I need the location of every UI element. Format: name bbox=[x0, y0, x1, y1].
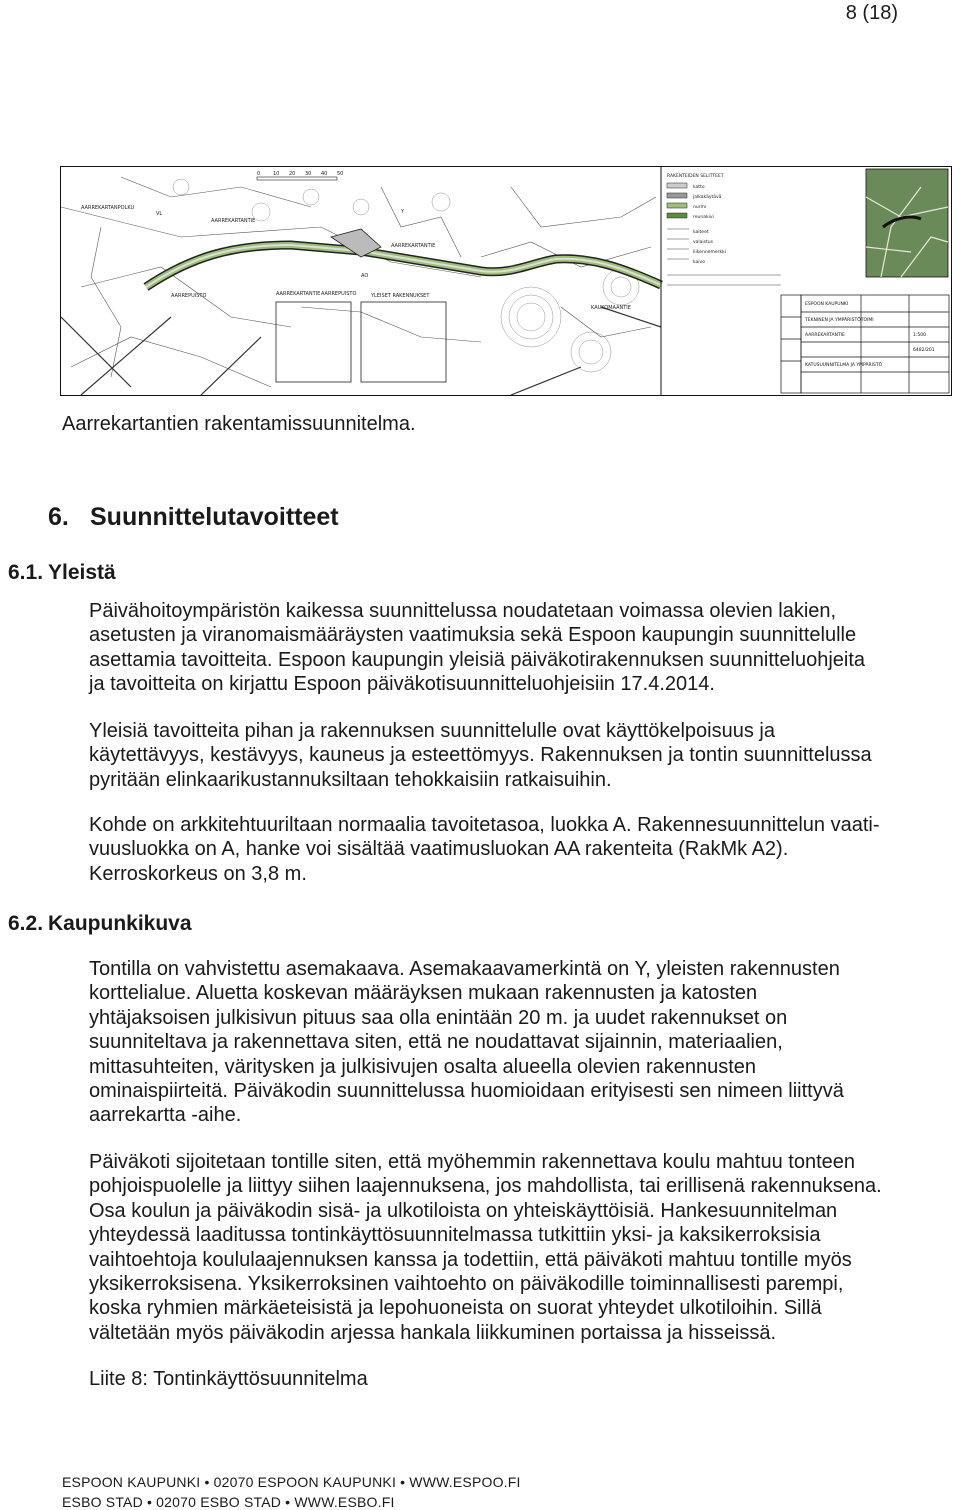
map-label: AO bbox=[361, 273, 369, 279]
text-line: Osa koulun ja päiväkodin sisä- ja ulkotiloista on yhteiskäyttöisiä. Hankesuunnitelman bbox=[89, 1199, 838, 1222]
text-line: ominaispiirteitä. Päiväkodin suunnittelussa huomioidaan erityisesti sen nimeen liittyvä bbox=[89, 1080, 844, 1103]
site-plan-drawing bbox=[61, 167, 951, 395]
scale-label: 30 bbox=[305, 171, 312, 177]
map-label: AARREPUISTO bbox=[321, 291, 357, 297]
text-line: Kohde on arkkitehtuuriltaan normaalia tavoitetasoa, luokka A. Rakennesuunnittelun vaati- bbox=[89, 814, 880, 836]
legend-line: liikennemerkki bbox=[693, 250, 726, 255]
title-block-text: 6482/201 bbox=[913, 348, 935, 353]
scale-label: 50 bbox=[337, 171, 344, 177]
map-label: AARREPUISTO bbox=[171, 293, 207, 299]
map-label: AARREKARTANTIE bbox=[211, 218, 256, 224]
title-block-text: KATUSUUNNITELMA JA YMPÄRISTÖ bbox=[805, 363, 883, 368]
site-plan-figure bbox=[60, 166, 952, 396]
text-line: vuusluokka on A, hanke voi sisältää vaatimusluokan AA rakenteita (RakMk A2). bbox=[89, 838, 789, 861]
legend-line: RAKENTEIDEN SELITTEET bbox=[667, 174, 724, 179]
map-label: AARREKARTANTIE bbox=[391, 243, 436, 249]
map-label: Y bbox=[401, 209, 405, 215]
section-number: 6.1. bbox=[8, 561, 44, 584]
text-line: Yleisiä tavoitteita pihan ja rakennuksen suunnittelulle ovat käyttökelpoisuus ja bbox=[89, 720, 775, 742]
section-number: 6.2. bbox=[8, 912, 44, 935]
title-block-text: ESPOON KAUPUNKI bbox=[805, 302, 849, 307]
paragraph bbox=[89, 813, 955, 886]
legend-line: nurmi bbox=[693, 205, 707, 210]
legend-line: jalkakäytävä bbox=[693, 195, 722, 200]
text-line: mittasuhteiten, väritysken ja julkisivujen osalta alueella olevien rakennusten bbox=[89, 1055, 757, 1078]
text-line: pohjoispuolelle ja liittyy siihen laajennuksena, jos mahdollista, tai erillisenä rakennuksena. bbox=[89, 1175, 882, 1198]
title-block-text: TEKNINEN JA YMPÄRISTÖTOIMI bbox=[805, 318, 874, 323]
legend-line: reunakivi bbox=[693, 215, 714, 220]
text-line: yhtäjaksoisen julkisivun pituus saa olla enintään 20 m. ja uudet rakennukset on bbox=[89, 1006, 788, 1029]
scale-label: 10 bbox=[273, 171, 280, 177]
paragraph bbox=[89, 957, 955, 1128]
map-label: AARREKARTANTIE bbox=[276, 291, 321, 297]
section-6-2-heading bbox=[8, 912, 192, 936]
legend-line: katto bbox=[693, 185, 705, 190]
text-line: ja tavoitteita on kirjattu Espoon päiväkotisuunnitteluohjeisiin 17.4.2014. bbox=[89, 673, 715, 696]
legend-line: valaistus bbox=[693, 240, 713, 245]
text-line: aarrekartta -aihe. bbox=[89, 1104, 242, 1127]
section-6-heading bbox=[48, 503, 339, 532]
section-6-1-heading bbox=[8, 561, 116, 585]
paragraph bbox=[89, 1367, 955, 1391]
text-line: vaihtoehtoja koululaajennuksen kanssa ja todettiin, että päiväkoti mahtuu tontille myös bbox=[89, 1248, 852, 1271]
scale-label: 0 bbox=[257, 171, 261, 177]
legend-line: kaiteet bbox=[693, 230, 709, 235]
figure-caption: Aarrekartantien rakentamissuunnitelma. bbox=[62, 413, 416, 435]
map-label: YLEISET RAKENNUKSET bbox=[371, 293, 430, 299]
text-line: asetusten ja viranomaismääräysten vaatimuksia sekä Espoon kaupungin suunnittelulle bbox=[89, 624, 857, 647]
text-line: Kerroskorkeus on 3,8 m. bbox=[89, 862, 307, 885]
text-line: asettamia tavoitteita. Espoon kaupungin yleisiä päiväkotirakennuksen suunnitteluohjeita bbox=[89, 648, 866, 671]
paragraph bbox=[89, 719, 955, 792]
section-title: Suunnittelutavoitteet bbox=[90, 503, 339, 531]
paragraph bbox=[89, 599, 955, 697]
title-block-text: 1:500 bbox=[913, 333, 926, 338]
text-line: pyritään elinkaarikustannuksiltaan tehokkaisiin ratkaisuihin. bbox=[89, 768, 612, 791]
title-block-text: AARREKARTANTIE bbox=[805, 333, 845, 338]
paragraph bbox=[89, 1150, 955, 1345]
text-line: Päivähoitoympäristön kaikessa suunnittelussa noudatetaan voimassa olevien lakien, bbox=[89, 600, 837, 622]
text-line: koska ryhmien märkäeteisistä ja lepohuoneista on suorat yhteydet ulkotiloihin. Sillä bbox=[89, 1297, 822, 1320]
section-title: Yleistä bbox=[48, 561, 116, 584]
attachment-reference: Liite 8: Tontinkäyttösuunnitelma bbox=[89, 1368, 368, 1390]
text-line: Päiväkoti sijoitetaan tontille siten, että myöhemmin rakennettava koulu mahtuu tonteen bbox=[89, 1151, 855, 1173]
text-line: käytettävyys, kestävyys, kauneus ja esteettömyys. Rakennuksen ja tontin suunnittelussa bbox=[89, 744, 872, 767]
text-line: yksikerroksisena. Yksikerroksinen vaihtoehto on päiväkodille toiminnallisesti parempi, bbox=[89, 1273, 844, 1296]
map-label: VL bbox=[156, 211, 163, 217]
page-number: 8 (18) bbox=[845, 2, 898, 24]
map-label: AARREKARTANPOLKU bbox=[81, 205, 135, 211]
footer-line-sv: ESBO STAD • 02070 ESBO STAD • WWW.ESBO.FI bbox=[62, 1494, 395, 1510]
text-line: vältetään myös päiväkodin arjessa hankala liikkuminen portaissa ja hisseissä. bbox=[89, 1321, 777, 1344]
footer-line-fi: ESPOON KAUPUNKI • 02070 ESPOON KAUPUNKI • WWW.ESPOO.FI bbox=[62, 1474, 521, 1490]
section-title: Kaupunkikuva bbox=[48, 912, 192, 935]
map-label: KAUKOMAANTIE bbox=[591, 305, 631, 311]
section-number: 6. bbox=[48, 503, 69, 531]
text-line: suunniteltava ja rakennettava siten, että ne noudattavat sijainnin, materiaalien, bbox=[89, 1031, 783, 1054]
scale-label: 20 bbox=[289, 171, 296, 177]
legend-line: kaivo bbox=[693, 260, 705, 265]
scale-label: 40 bbox=[321, 171, 328, 177]
text-line: Tontilla on vahvistettu asemakaava. Asemakaavamerkintä on Y, yleisten rakennusten bbox=[89, 958, 840, 980]
text-line: korttelialue. Aluetta koskevan määräyksen mukaan rakennusten ja katosten bbox=[89, 982, 758, 1005]
text-line: yhteydessä laaditussa tontinkäyttösuunnitelmassa tutkittiin yksi- ja kaksikerroksisia bbox=[89, 1224, 821, 1247]
